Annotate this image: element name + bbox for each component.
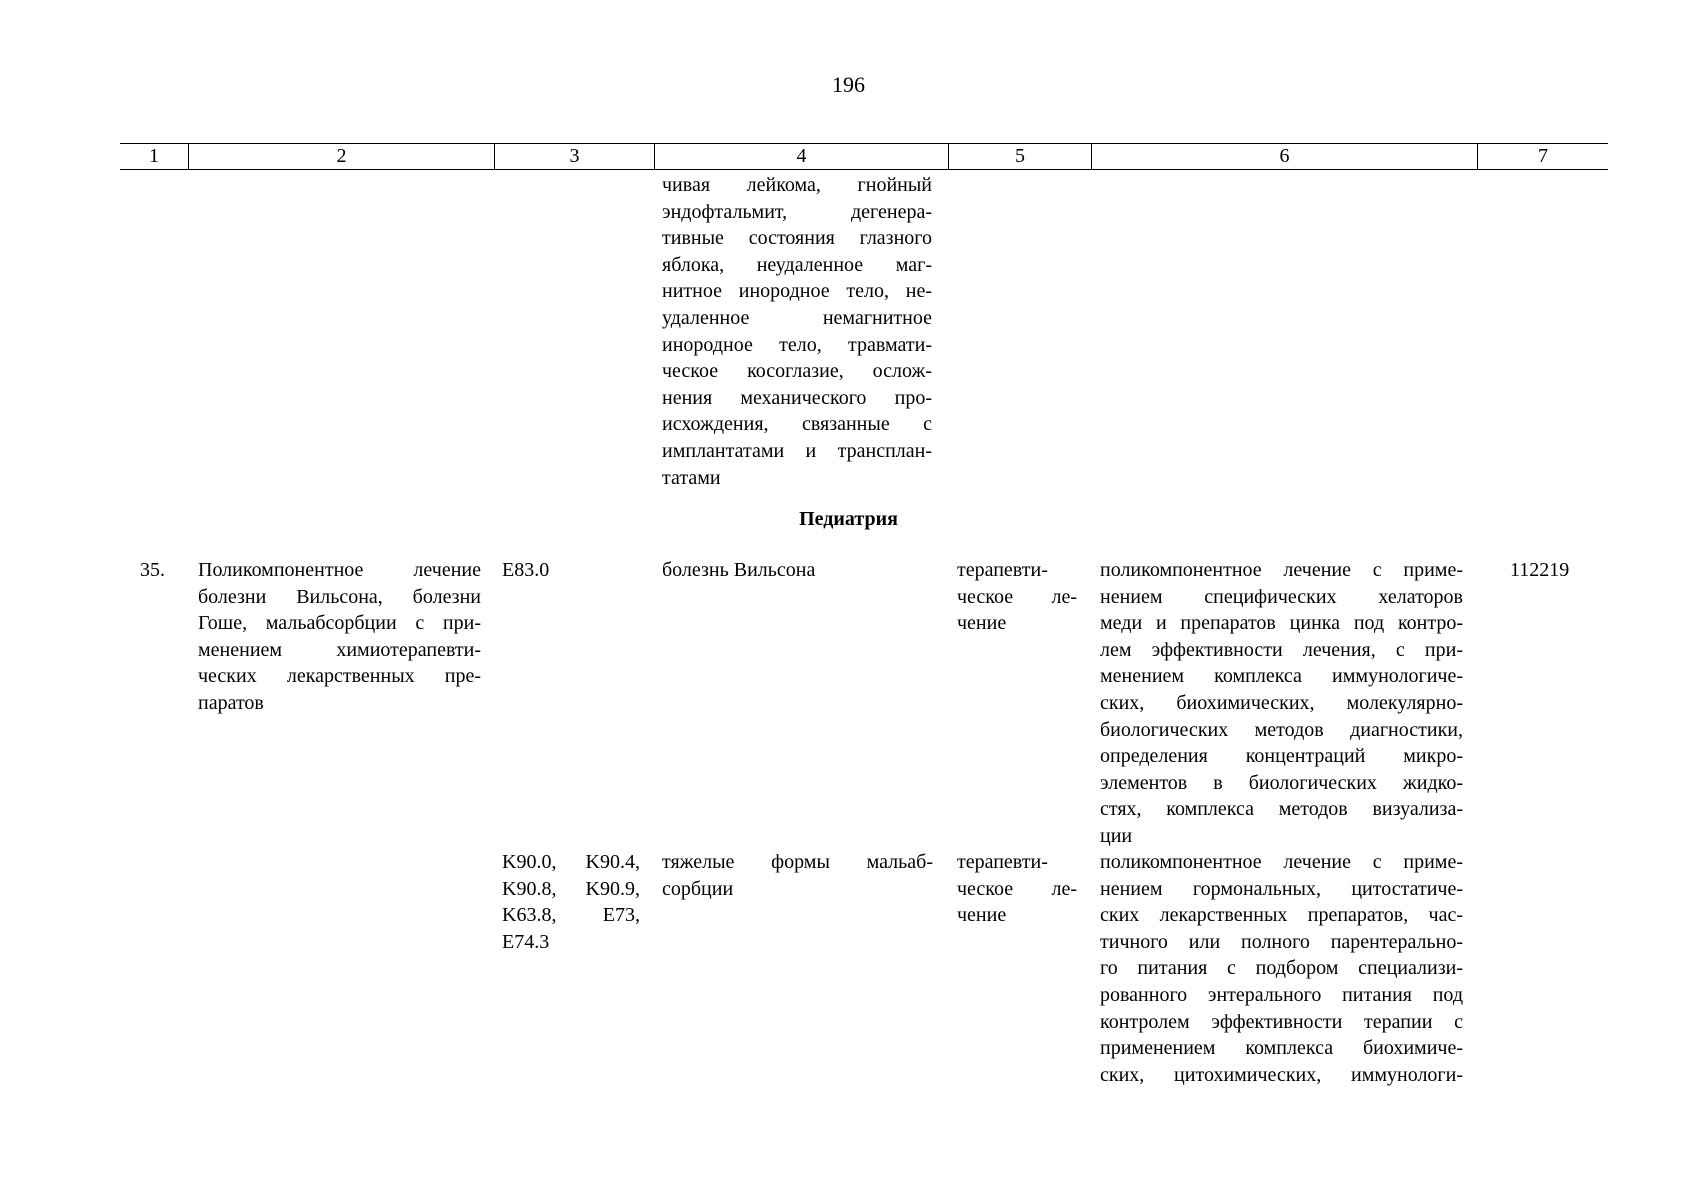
treatment-type [957, 849, 1077, 929]
text-line: го питания с подбором специализи- [1100, 957, 1463, 980]
text-line: тяжелые формы мальаб- [662, 851, 933, 873]
text-line: тичного или полного парентерально- [1100, 930, 1463, 953]
text-line: поликомпонентное лечение с приме- [1100, 851, 1463, 873]
text-line: тивные состояния глазного [662, 227, 932, 250]
page-number: 196 [832, 72, 865, 97]
diagnosis-text: болезнь Вильсона [662, 559, 816, 581]
text-line: нением гормональных, цитостатиче- [1100, 877, 1463, 900]
code: K90.9, [585, 877, 640, 900]
text-line: терапевти- [957, 559, 1048, 581]
code: E74.3 [502, 930, 550, 953]
text-line: нения механического про- [662, 386, 932, 409]
text-line: контролем эффективности терапии с [1100, 1010, 1463, 1033]
header-col-6: 6 [1091, 144, 1477, 169]
text-line: менением химиотерапевти- [198, 638, 481, 661]
diagnosis-text [662, 849, 933, 902]
text-line: терапевти- [957, 851, 1048, 873]
code-line [502, 902, 640, 929]
text-line: ских, биохимических, молекулярно- [1100, 691, 1463, 714]
diagnosis-codes [502, 849, 640, 955]
text-line: ческих лекарственных пре- [198, 665, 481, 688]
text-line: ческое ле- [957, 585, 1077, 608]
treatment-method [1100, 557, 1463, 850]
text-line: менением комплекса иммунологиче- [1100, 665, 1463, 688]
text-line: имплантатами и трансплан- [662, 439, 932, 462]
table-header-row [120, 143, 1608, 170]
code: K63.8, [502, 904, 557, 927]
code-line [502, 876, 640, 903]
header-col-7: 7 [1477, 144, 1608, 169]
text-line: чивая лейкома, гнойный [662, 174, 932, 196]
text-line: болезни Вильсона, болезни [198, 585, 481, 608]
text-line: яблока, неудаленное маг- [662, 253, 932, 276]
code: K90.4, [585, 851, 640, 873]
text-line: удаленное немагнитное [662, 306, 932, 329]
cost-value: 112219 [1510, 559, 1570, 581]
text-line: Гоше, мальабсорбции с при- [198, 612, 481, 635]
text-line: инородное тело, травмати- [662, 333, 932, 356]
text-line: поликомпонентное лечение с приме- [1100, 559, 1463, 581]
text-line: паратов [198, 691, 264, 714]
code: K90.8, [502, 877, 557, 900]
header-col-2: 2 [188, 144, 494, 169]
treatment-name [198, 557, 481, 717]
text-line: чение [957, 904, 1007, 927]
text-line: элементов в биологических жидко- [1100, 771, 1463, 794]
code-line [502, 849, 640, 876]
header-col-3: 3 [494, 144, 654, 169]
text-line: нитное инородное тело, не- [662, 280, 932, 303]
text-line: лем эффективности лечения, с при- [1100, 638, 1463, 661]
text-line: стях, комплекса методов визуализа- [1100, 798, 1463, 821]
header-col-4: 4 [654, 144, 948, 169]
text-line: ских, цитохимических, иммунологи- [1100, 1063, 1463, 1086]
text-line: нением специфических хелаторов [1100, 585, 1463, 608]
text-line: ции [1100, 824, 1133, 847]
text-line: ческое косоглазие, ослож- [662, 360, 932, 383]
text-line: определения концентраций микро- [1100, 745, 1463, 768]
text-line: биологических методов диагностики, [1100, 718, 1463, 741]
header-col-1: 1 [149, 145, 159, 167]
text-line: применением комплекса биохимиче- [1100, 1037, 1463, 1060]
text-line: чение [957, 612, 1007, 635]
text-line: рованного энтерального питания под [1100, 983, 1463, 1006]
continuation-diagnosis-text [662, 172, 932, 491]
text-line: исхождения, связанные с [662, 413, 932, 436]
text-line: эндофтальмит, дегенера- [662, 200, 932, 223]
code: E73, [602, 904, 640, 927]
section-title: Педиатрия [799, 508, 898, 530]
code: K90.0, [502, 851, 557, 873]
treatment-type [957, 557, 1077, 637]
text-line: ских лекарственных препаратов, час- [1100, 904, 1463, 927]
text-line: татами [662, 466, 721, 489]
treatment-method [1100, 849, 1463, 1088]
text-line: ческое ле- [957, 877, 1077, 900]
header-col-5: 5 [948, 144, 1091, 169]
code-line [502, 929, 640, 956]
diagnosis-code: E83.0 [502, 559, 550, 581]
row-number: 35. [140, 559, 165, 581]
text-line: сорбции [662, 877, 734, 900]
text-line: меди и препаратов цинка под контро- [1100, 612, 1463, 635]
text-line: Поликомпонентное лечение [198, 559, 481, 581]
